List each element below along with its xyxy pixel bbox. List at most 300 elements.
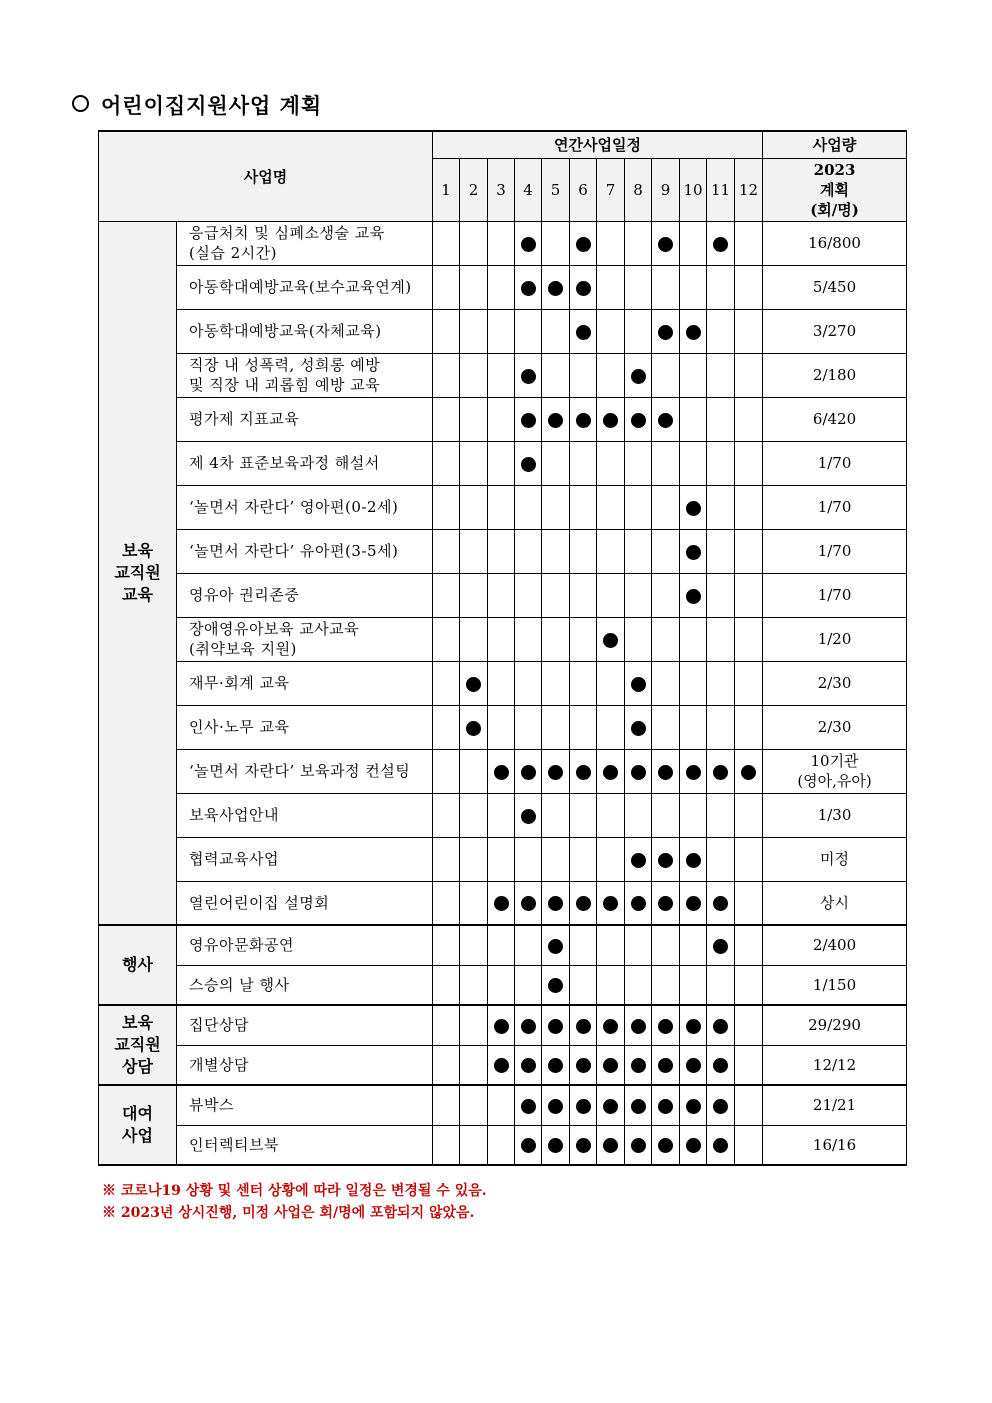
month-cell <box>597 397 625 441</box>
month-cell <box>680 1125 707 1165</box>
month-cell <box>625 1085 652 1125</box>
business-name: ‘놀면서 자란다’ 보육과정 컨설팅 <box>177 749 433 793</box>
month-cell <box>542 965 570 1005</box>
month-cell <box>625 353 652 397</box>
month-cell <box>488 793 515 837</box>
schedule-dot-icon <box>631 369 646 384</box>
category-label: 행사 <box>99 925 177 1005</box>
header-plan: 2023 계획 (회/명) <box>763 158 907 221</box>
schedule-dot-icon <box>521 896 536 911</box>
month-cell <box>597 221 625 265</box>
month-cell <box>652 573 680 617</box>
table-row <box>99 617 907 661</box>
schedule-dot-icon <box>548 413 563 428</box>
header-month: 6 <box>570 158 597 221</box>
month-cell <box>597 661 625 705</box>
month-cell <box>680 221 707 265</box>
month-cell <box>433 617 460 661</box>
month-cell <box>488 353 515 397</box>
month-cell <box>460 793 488 837</box>
month-cell <box>680 1005 707 1045</box>
month-cell <box>542 749 570 793</box>
month-cell <box>680 1045 707 1085</box>
month-cell <box>542 1125 570 1165</box>
month-cell <box>542 617 570 661</box>
plan-amount: 1/20 <box>763 617 907 661</box>
table-row <box>99 221 907 265</box>
month-cell <box>625 965 652 1005</box>
schedule-dot-icon <box>603 896 618 911</box>
month-cell <box>735 529 763 573</box>
month-cell <box>570 793 597 837</box>
month-cell <box>460 965 488 1005</box>
month-cell <box>597 309 625 353</box>
month-cell <box>460 881 488 925</box>
month-cell <box>570 529 597 573</box>
schedule-dot-icon <box>603 633 618 648</box>
month-cell <box>570 441 597 485</box>
schedule-dot-icon <box>631 1019 646 1034</box>
month-cell <box>433 309 460 353</box>
month-cell <box>652 837 680 881</box>
schedule-dot-icon <box>631 765 646 780</box>
month-cell <box>735 221 763 265</box>
plan-amount: 6/420 <box>763 397 907 441</box>
plan-amount: 5/450 <box>763 265 907 309</box>
plan-amount: 1/70 <box>763 441 907 485</box>
month-cell <box>570 353 597 397</box>
schedule-dot-icon <box>548 1099 563 1114</box>
schedule-dot-icon <box>686 765 701 780</box>
month-cell <box>488 485 515 529</box>
month-cell <box>433 965 460 1005</box>
table-row <box>99 1085 907 1125</box>
month-cell <box>625 881 652 925</box>
month-cell <box>433 1085 460 1125</box>
month-cell <box>680 617 707 661</box>
schedule-dot-icon <box>576 1019 591 1034</box>
month-cell <box>680 397 707 441</box>
header-schedule: 연간사업일정 <box>433 131 763 158</box>
plan-amount: 1/70 <box>763 529 907 573</box>
month-cell <box>433 749 460 793</box>
month-cell <box>680 1085 707 1125</box>
month-cell <box>542 309 570 353</box>
schedule-dot-icon <box>576 413 591 428</box>
month-cell <box>515 573 542 617</box>
month-cell <box>707 573 735 617</box>
schedule-dot-icon <box>521 237 536 252</box>
schedule-dot-icon <box>658 1019 673 1034</box>
header-month: 10 <box>680 158 707 221</box>
month-cell <box>542 573 570 617</box>
plan-amount: 16/16 <box>763 1125 907 1165</box>
month-cell <box>433 705 460 749</box>
business-name: 뷰박스 <box>177 1085 433 1125</box>
business-name: 협력교육사업 <box>177 837 433 881</box>
month-cell <box>707 309 735 353</box>
month-cell <box>488 397 515 441</box>
month-cell <box>542 353 570 397</box>
month-cell <box>680 661 707 705</box>
month-cell <box>460 925 488 965</box>
circle-bullet-icon <box>72 95 89 112</box>
month-cell <box>652 617 680 661</box>
schedule-dot-icon <box>548 1058 563 1073</box>
month-cell <box>433 661 460 705</box>
month-cell <box>707 925 735 965</box>
plan-amount: 10기관 (영아,유아) <box>763 749 907 793</box>
schedule-dot-icon <box>713 1138 728 1153</box>
month-cell <box>735 965 763 1005</box>
schedule-dot-icon <box>603 765 618 780</box>
schedule-dot-icon <box>686 1058 701 1073</box>
month-cell <box>680 529 707 573</box>
month-cell <box>515 705 542 749</box>
month-cell <box>488 1045 515 1085</box>
month-cell <box>488 265 515 309</box>
schedule-dot-icon <box>521 765 536 780</box>
month-cell <box>652 1045 680 1085</box>
table-row <box>99 705 907 749</box>
schedule-dot-icon <box>521 1019 536 1034</box>
header-month: 1 <box>433 158 460 221</box>
table-row <box>99 965 907 1005</box>
note-line: ※ 2023년 상시진행, 미정 사업은 회/명에 포함되지 않았음. <box>102 1205 475 1221</box>
month-cell <box>597 705 625 749</box>
schedule-dot-icon <box>576 281 591 296</box>
month-cell <box>433 881 460 925</box>
month-cell <box>515 529 542 573</box>
month-cell <box>680 705 707 749</box>
month-cell <box>625 221 652 265</box>
month-cell <box>488 573 515 617</box>
business-name: 직장 내 성폭력, 성희롱 예방 및 직장 내 괴롭힘 예방 교육 <box>177 353 433 397</box>
month-cell <box>735 617 763 661</box>
month-cell <box>515 265 542 309</box>
plan-amount: 미정 <box>763 837 907 881</box>
month-cell <box>707 529 735 573</box>
schedule-dot-icon <box>631 896 646 911</box>
month-cell <box>625 749 652 793</box>
month-cell <box>707 749 735 793</box>
month-cell <box>707 265 735 309</box>
month-cell <box>597 1045 625 1085</box>
business-name: 영유아 권리존중 <box>177 573 433 617</box>
month-cell <box>488 965 515 1005</box>
month-cell <box>652 793 680 837</box>
plan-amount: 2/30 <box>763 705 907 749</box>
month-cell <box>488 309 515 353</box>
month-cell <box>625 441 652 485</box>
month-cell <box>570 397 597 441</box>
month-cell <box>433 485 460 529</box>
month-cell <box>542 441 570 485</box>
schedule-dot-icon <box>658 1058 673 1073</box>
month-cell <box>625 573 652 617</box>
plan-amount: 12/12 <box>763 1045 907 1085</box>
schedule-dot-icon <box>713 896 728 911</box>
month-cell <box>625 1005 652 1045</box>
business-name: 인사·노무 교육 <box>177 705 433 749</box>
plan-amount: 29/290 <box>763 1005 907 1045</box>
schedule-dot-icon <box>521 1138 536 1153</box>
month-cell <box>433 397 460 441</box>
month-cell <box>735 265 763 309</box>
month-cell <box>597 1125 625 1165</box>
month-cell <box>597 529 625 573</box>
month-cell <box>542 837 570 881</box>
month-cell <box>570 1085 597 1125</box>
month-cell <box>735 573 763 617</box>
month-cell <box>597 265 625 309</box>
month-cell <box>488 705 515 749</box>
schedule-dot-icon <box>658 237 673 252</box>
month-cell <box>460 1085 488 1125</box>
month-cell <box>597 485 625 529</box>
month-cell <box>515 837 542 881</box>
schedule-dot-icon <box>603 1019 618 1034</box>
month-cell <box>625 793 652 837</box>
month-cell <box>597 881 625 925</box>
schedule-dot-icon <box>521 369 536 384</box>
month-cell <box>542 661 570 705</box>
month-cell <box>488 441 515 485</box>
month-cell <box>597 837 625 881</box>
business-name: 영유아문화공연 <box>177 925 433 965</box>
schedule-dot-icon <box>686 589 701 604</box>
month-cell <box>597 749 625 793</box>
plan-amount: 2/180 <box>763 353 907 397</box>
month-cell <box>652 529 680 573</box>
month-cell <box>433 925 460 965</box>
month-cell <box>460 661 488 705</box>
month-cell <box>707 965 735 1005</box>
month-cell <box>542 705 570 749</box>
schedule-dot-icon <box>576 765 591 780</box>
month-cell <box>570 1005 597 1045</box>
month-cell <box>735 353 763 397</box>
schedule-dot-icon <box>466 677 481 692</box>
table-row <box>99 1125 907 1165</box>
month-cell <box>460 573 488 617</box>
month-cell <box>488 925 515 965</box>
schedule-dot-icon <box>576 896 591 911</box>
schedule-dot-icon <box>658 853 673 868</box>
business-name: 스승의 날 행사 <box>177 965 433 1005</box>
month-cell <box>652 881 680 925</box>
month-cell <box>433 837 460 881</box>
schedule-dot-icon <box>658 325 673 340</box>
schedule-dot-icon <box>658 1138 673 1153</box>
plan-amount: 2/400 <box>763 925 907 965</box>
business-name: 인터렉티브북 <box>177 1125 433 1165</box>
month-cell <box>680 965 707 1005</box>
table-row <box>99 749 907 793</box>
schedule-dot-icon <box>686 325 701 340</box>
month-cell <box>460 309 488 353</box>
month-cell <box>570 221 597 265</box>
plan-amount: 1/30 <box>763 793 907 837</box>
month-cell <box>488 1125 515 1165</box>
schedule-dot-icon <box>603 413 618 428</box>
month-cell <box>542 529 570 573</box>
month-cell <box>488 617 515 661</box>
month-cell <box>515 661 542 705</box>
business-name: 아동학대예방교육(자체교육) <box>177 309 433 353</box>
month-cell <box>570 705 597 749</box>
month-cell <box>488 529 515 573</box>
month-cell <box>488 881 515 925</box>
month-cell <box>515 221 542 265</box>
month-cell <box>652 925 680 965</box>
month-cell <box>625 1045 652 1085</box>
schedule-dot-icon <box>631 413 646 428</box>
month-cell <box>488 837 515 881</box>
month-cell <box>707 1125 735 1165</box>
schedule-dot-icon <box>631 853 646 868</box>
month-cell <box>707 397 735 441</box>
plan-amount: 상시 <box>763 881 907 925</box>
month-cell <box>597 965 625 1005</box>
month-cell <box>625 925 652 965</box>
month-cell <box>542 221 570 265</box>
note-line: ※ 코로나19 상황 및 센터 상황에 따라 일정은 변경될 수 있음. <box>102 1183 487 1199</box>
month-cell <box>707 837 735 881</box>
month-cell <box>570 485 597 529</box>
month-cell <box>542 881 570 925</box>
month-cell <box>433 353 460 397</box>
month-cell <box>570 1045 597 1085</box>
month-cell <box>542 397 570 441</box>
schedule-dot-icon <box>576 325 591 340</box>
month-cell <box>515 1005 542 1045</box>
business-name: 재무·회계 교육 <box>177 661 433 705</box>
business-name: 아동학대예방교육(보수교육연계) <box>177 265 433 309</box>
month-cell <box>433 1005 460 1045</box>
month-cell <box>597 1085 625 1125</box>
business-name: 보육사업안내 <box>177 793 433 837</box>
schedule-dot-icon <box>576 1058 591 1073</box>
month-cell <box>460 1125 488 1165</box>
month-cell <box>597 1005 625 1045</box>
month-cell <box>735 881 763 925</box>
month-cell <box>488 1085 515 1125</box>
month-cell <box>460 1045 488 1085</box>
month-cell <box>680 925 707 965</box>
month-cell <box>735 1045 763 1085</box>
table-row <box>99 485 907 529</box>
header-month: 2 <box>460 158 488 221</box>
month-cell <box>707 793 735 837</box>
month-cell <box>433 1045 460 1085</box>
month-cell <box>680 485 707 529</box>
month-cell <box>460 1005 488 1045</box>
table-row <box>99 837 907 881</box>
plan-amount: 1/150 <box>763 965 907 1005</box>
schedule-dot-icon <box>713 1099 728 1114</box>
month-cell <box>680 265 707 309</box>
schedule-dot-icon <box>494 896 509 911</box>
month-cell <box>515 749 542 793</box>
month-cell <box>680 793 707 837</box>
month-cell <box>570 617 597 661</box>
month-cell <box>680 573 707 617</box>
table-row <box>99 529 907 573</box>
month-cell <box>707 1005 735 1045</box>
schedule-dot-icon <box>631 1138 646 1153</box>
plan-amount: 1/70 <box>763 573 907 617</box>
plan-amount: 1/70 <box>763 485 907 529</box>
header-volume: 사업량 <box>763 131 907 158</box>
business-name: 제 4차 표준보육과정 해설서 <box>177 441 433 485</box>
schedule-dot-icon <box>603 1058 618 1073</box>
month-cell <box>680 441 707 485</box>
table-row <box>99 793 907 837</box>
month-cell <box>652 1085 680 1125</box>
month-cell <box>570 661 597 705</box>
month-cell <box>680 353 707 397</box>
header-month: 4 <box>515 158 542 221</box>
header-month: 3 <box>488 158 515 221</box>
month-cell <box>735 925 763 965</box>
month-cell <box>625 485 652 529</box>
schedule-dot-icon <box>713 237 728 252</box>
table-row <box>99 309 907 353</box>
business-name: 응급처치 및 심폐소생술 교육 (실습 2시간) <box>177 221 433 265</box>
header-month: 9 <box>652 158 680 221</box>
table-row <box>99 1005 907 1045</box>
month-cell <box>652 749 680 793</box>
month-cell <box>625 529 652 573</box>
month-cell <box>707 1085 735 1125</box>
month-cell <box>625 265 652 309</box>
month-cell <box>460 397 488 441</box>
schedule-dot-icon <box>521 457 536 472</box>
plan-amount: 2/30 <box>763 661 907 705</box>
schedule-dot-icon <box>521 809 536 824</box>
month-cell <box>625 617 652 661</box>
month-cell <box>542 793 570 837</box>
month-cell <box>542 1085 570 1125</box>
page-title-text: 어린이집지원사업 계획 <box>101 93 323 118</box>
month-cell <box>652 309 680 353</box>
month-cell <box>597 793 625 837</box>
month-cell <box>433 265 460 309</box>
month-cell <box>597 353 625 397</box>
schedule-dot-icon <box>686 1019 701 1034</box>
schedule-dot-icon <box>521 413 536 428</box>
month-cell <box>652 1005 680 1045</box>
table-row <box>99 573 907 617</box>
schedule-dot-icon <box>548 1138 563 1153</box>
month-cell <box>680 749 707 793</box>
month-cell <box>570 749 597 793</box>
month-cell <box>625 309 652 353</box>
header-month: 5 <box>542 158 570 221</box>
month-cell <box>597 441 625 485</box>
month-cell <box>735 1125 763 1165</box>
month-cell <box>735 397 763 441</box>
month-cell <box>707 221 735 265</box>
month-cell <box>652 441 680 485</box>
month-cell <box>707 485 735 529</box>
table-row <box>99 397 907 441</box>
month-cell <box>735 749 763 793</box>
month-cell <box>570 309 597 353</box>
month-cell <box>515 441 542 485</box>
month-cell <box>597 617 625 661</box>
